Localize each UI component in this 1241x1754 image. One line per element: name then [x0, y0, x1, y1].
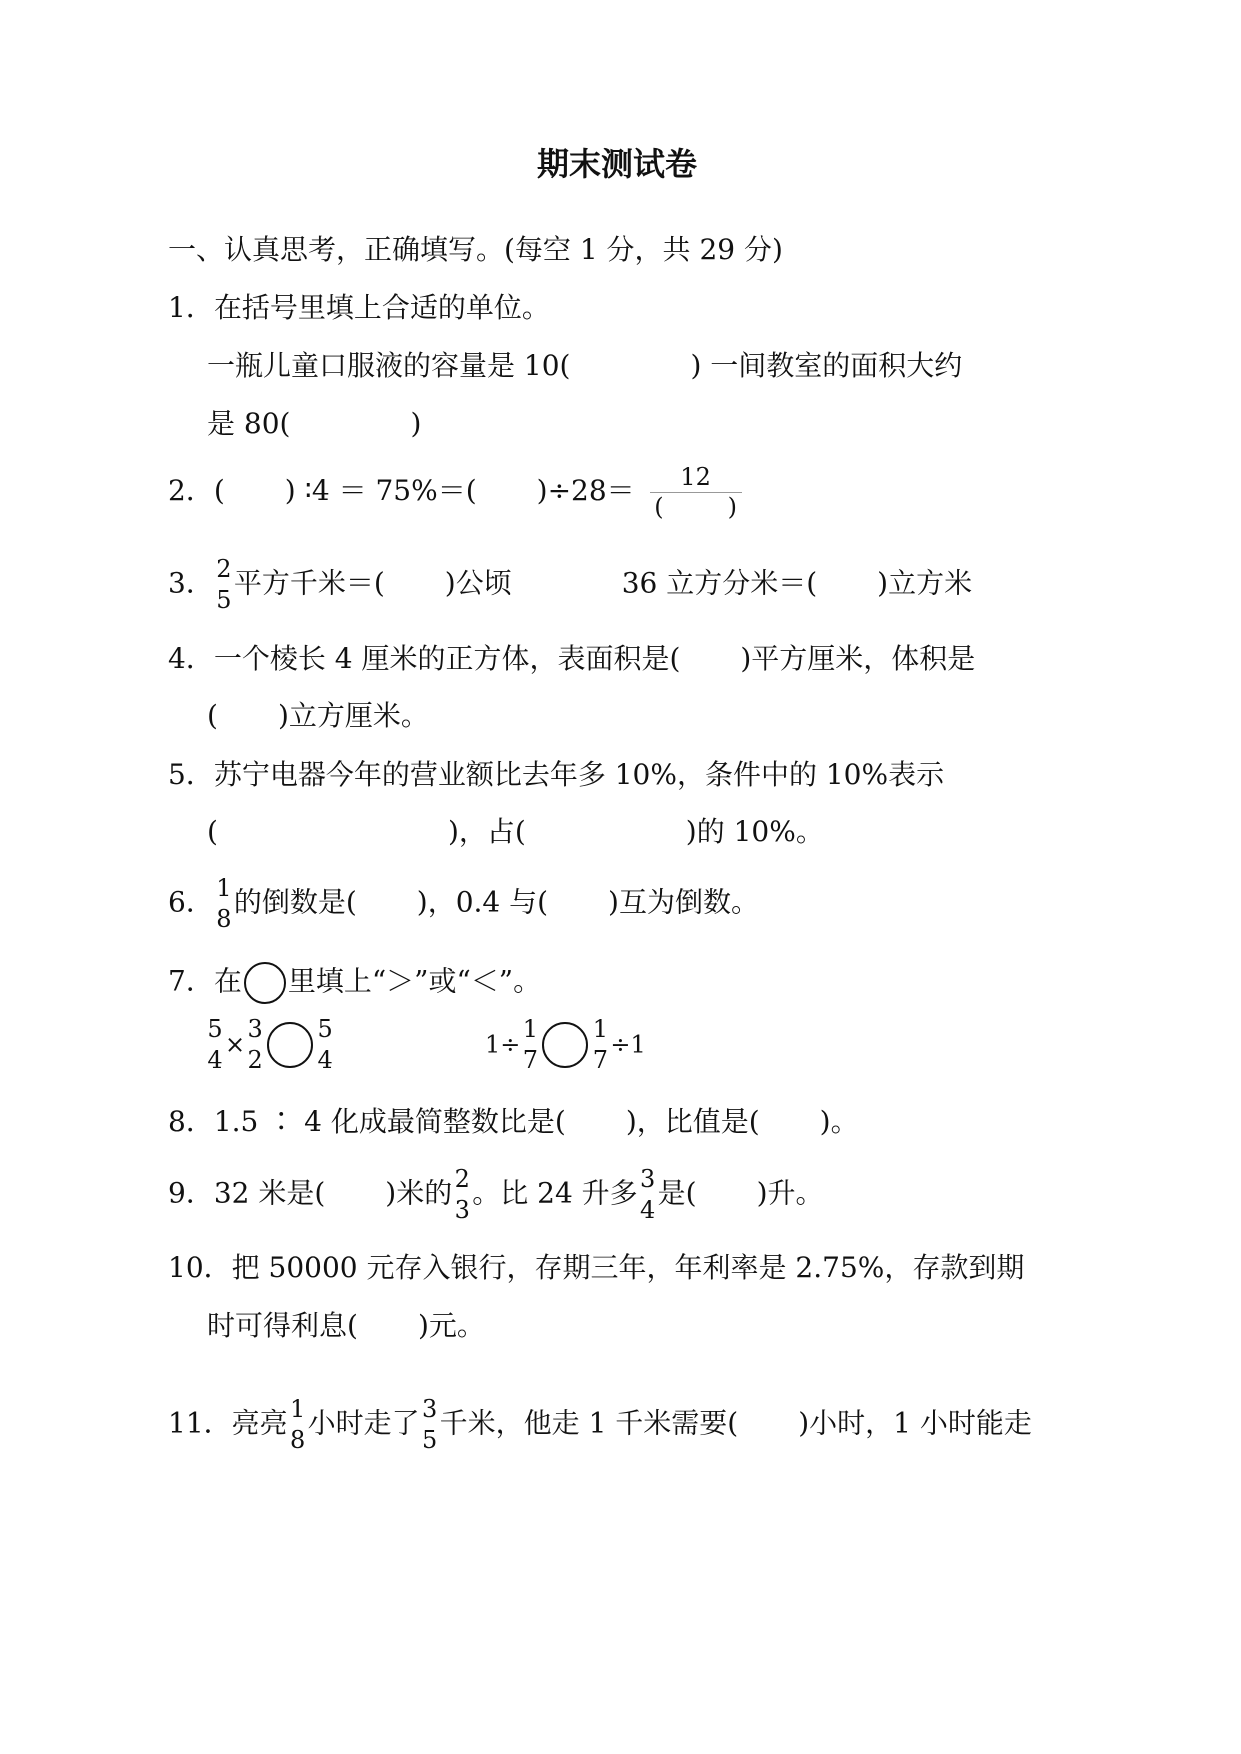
question-number: 10． [168, 1251, 232, 1284]
question-text: 在括号里填上合适的单位。 [213, 291, 550, 324]
fraction: 2 3 [454, 1165, 470, 1224]
question-4: 4．一个棱长 4 厘米的正方体，表面积是( )平方厘米，体积是 [168, 642, 976, 675]
question-number: 3． [168, 566, 214, 600]
question-8: 8．1.5 ∶ 4 化成最简整数比是( )，比值是( )。 [168, 1105, 859, 1138]
question-11: 11．亮亮 1 8 小时走了 3 5 千米，他走 1 千米需要( )小时，1 小时能走 [168, 1395, 1032, 1454]
question-1-line-a: 一瓶儿童口服液的容量是 10( ) 一间教室的面积大约 [207, 349, 963, 382]
compare-circle-icon [244, 962, 286, 1004]
fraction: 5 4 [207, 1015, 223, 1074]
question-number: 8． [168, 1105, 214, 1138]
question-number: 5． [168, 758, 214, 791]
question-10: 10．把 50000 元存入银行，存期三年，年利率是 2.75%，存款到期 [168, 1251, 1025, 1284]
section-heading: 一、认真思考，正确填写。(每空 1 分，共 29 分) [168, 233, 783, 266]
answer-circle[interactable] [267, 1022, 313, 1068]
fraction: 3 4 [640, 1165, 656, 1224]
question-7-right-expr: 1÷ 1 7 1 7 ÷1 [485, 1015, 646, 1074]
question-number: 4． [168, 642, 214, 675]
question-number: 9． [168, 1176, 214, 1210]
question-2: 2．( ) ∶4 ＝ 75%＝( )÷28＝ $\frac{12}{( )}$ [168, 464, 744, 521]
question-number: 6． [168, 885, 214, 919]
fraction: $\frac{12}{( )}$ [650, 464, 742, 521]
answer-circle[interactable] [542, 1022, 588, 1068]
question-number: 2． [168, 473, 214, 507]
question-9: 9．32 米是( )米的 2 3 。比 24 升多 3 4 是( )升。 [168, 1165, 824, 1224]
fraction: 3 5 [422, 1395, 438, 1454]
question-10-line-b: 时可得利息( )元。 [207, 1309, 485, 1342]
question-3: 3． 2 5 平方千米＝( )公顷 36 立方分米＝( )立方米 [168, 555, 973, 614]
answer-blank[interactable]: ( ) [654, 492, 737, 521]
question-number: 11． [168, 1406, 232, 1440]
question-5: 5．苏宁电器今年的营业额比去年多 10%，条件中的 10%表示 [168, 758, 945, 791]
question-number: 7． [168, 964, 214, 998]
question-6: 6． 1 8 的倒数是( )，0.4 与( )互为倒数。 [168, 874, 759, 933]
question-number: 1． [168, 291, 214, 324]
fraction: 2 5 [216, 555, 232, 614]
question-5-line-b: ( )，占( )的 10%。 [207, 815, 824, 848]
question-1 [168, 291, 550, 324]
question-4-line-b: ( )立方厘米。 [207, 699, 429, 732]
fraction: 1 8 [290, 1395, 306, 1454]
question-1-line-b: 是 80( ) [207, 407, 422, 440]
fraction: 1 7 [522, 1015, 539, 1074]
question-7-left-expr: 5 4 × 3 2 5 4 [207, 1015, 333, 1074]
fraction: 1 7 [592, 1015, 609, 1074]
fraction: 3 2 [247, 1015, 263, 1074]
fraction: 5 4 [317, 1015, 333, 1074]
fraction: 1 8 [216, 874, 232, 933]
page-title: 期末测试卷 [537, 145, 698, 183]
question-7: 7．在 里填上“＞”或“＜”。 [168, 962, 541, 1004]
